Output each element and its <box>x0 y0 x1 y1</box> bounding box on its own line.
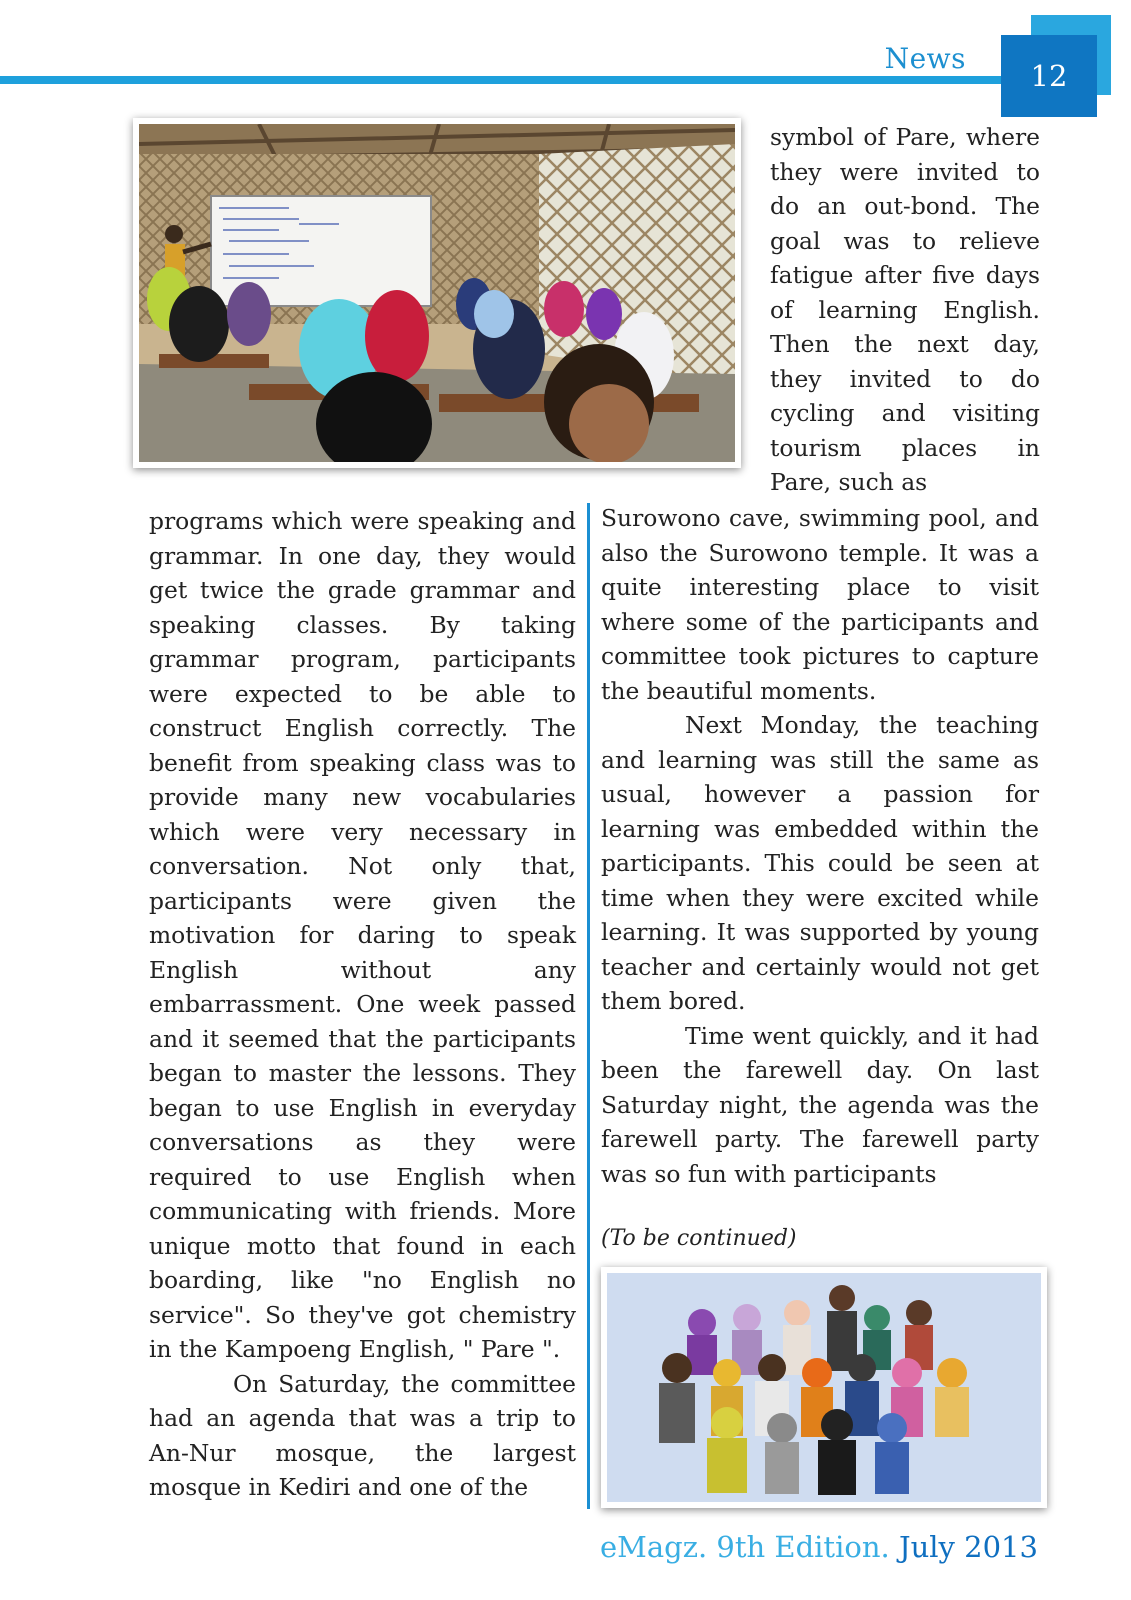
column-divider <box>587 503 590 1509</box>
article-paragraph: Surowono cave, swimming pool, and also the Surowono temple. It was a quite interesting place to visit where some of the participants and committee took pictures to capture the beautiful moments. <box>601 504 1039 705</box>
section-title: News <box>884 42 966 75</box>
article-continuation-top: symbol of Pare, where they were invited to do an out-bond. The goal was to relieve fatigue after five days of learning English. Then the next day, they invited to do cycling and visiting tourism places in Pare, such as <box>770 123 1040 496</box>
edition-label: eMagz. 9th Edition. <box>600 1530 890 1564</box>
group-photo <box>601 1267 1047 1508</box>
footer-edition <box>600 1530 1038 1564</box>
article-paragraph: On Saturday, the committee had an agenda that was a trip to An-Nur mosque, the largest mosque in Kediri and one of the <box>149 1369 576 1501</box>
group-image <box>607 1273 1041 1502</box>
article-paragraph: programs which were speaking and grammar. In one day, they would get twice the grade grammar and speaking classes. By taking grammar program, participants were expected to be able to construct English correctly. The benefit from speaking class was to provide many new vocabularies which were very necessary in conversation. Not only that, participants were given the motivation for daring to speak English without any embarrassment. One week passed and it seemed that the participants began to master the lessons. They began to use English in everyday conversations as they were required to use English when communicating with friends. More unique motto that found in each boarding, like "no English no service". So they've got chemistry in the Kampoeng English, " Pare ". <box>149 507 576 1363</box>
right-column <box>601 501 1039 1191</box>
article-paragraph: Time went quickly, and it had been the farewell day. On last Saturday night, the agenda was the farewell party. The farewell party was so fun with participants <box>601 1021 1039 1188</box>
classroom-photo <box>133 118 741 468</box>
left-column <box>149 504 576 1505</box>
article-paragraph: Next Monday, the teaching and learning was still the same as usual, however a passion for learning was embedded within the participants. This could be seen at time when they were excited while learning. It was supported by young teacher and certainly would not get them bored. <box>601 711 1039 1015</box>
classroom-image <box>139 124 735 462</box>
edition-date: July 2013 <box>898 1530 1038 1564</box>
to-be-continued: (To be continued) <box>601 1226 797 1251</box>
header-rule <box>0 76 1110 84</box>
page-number: 12 <box>1001 35 1097 117</box>
